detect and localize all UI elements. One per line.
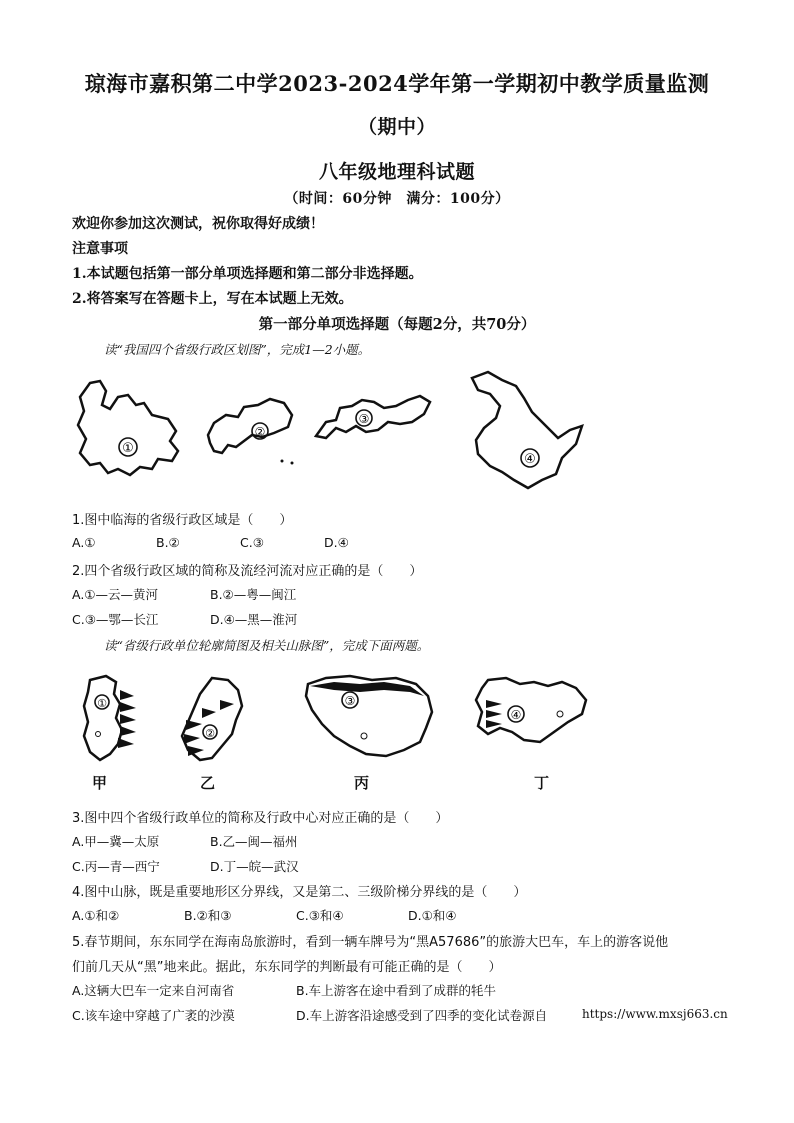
exam-title: 琼海市嘉积第二中学2023-2024学年第一学期初中教学质量监测 — [84, 71, 710, 96]
section-heading: 第一部分单项选择题（每题2分，共70分） — [258, 316, 536, 333]
question-3-option-a[interactable]: A.甲—冀—太原 — [72, 834, 160, 849]
map2-caption-jia: 甲 — [92, 774, 108, 792]
question-3-option-c[interactable]: C.丙—青—西宁 — [72, 859, 160, 874]
question-2-option-b[interactable]: B.②—粤—闽江 — [210, 587, 297, 602]
exam-time-info: （时间：60分钟 满分：100分） — [284, 191, 510, 207]
question-5-stem: 5.春节期间，东东同学在海南岛旅游时，看到一辆车牌号为“黑A57686”的旅游大巴车，车上的游客说他 — [72, 935, 669, 950]
question-1-option-c[interactable]: C.③ — [240, 535, 264, 550]
map2-caption-bing: 丙 — [354, 774, 370, 792]
map2-label-1: ① — [97, 697, 107, 710]
question-5-option-a[interactable]: A.这辆大巴车一定来自河南省 — [72, 983, 235, 998]
notes-item-1: 1.本试题包括第一部分单项选择题和第二部分非选择题。 — [72, 266, 423, 282]
province-map-hubei — [312, 392, 437, 452]
question-3-stem: 3.图中四个省级行政单位的简称及行政中心对应正确的是（ ） — [72, 811, 449, 826]
map2-caption-yi: 乙 — [200, 774, 216, 792]
question-5-option-b[interactable]: B.车上游客在途中看到了成群的牦牛 — [296, 983, 497, 998]
question-5-stem-continued: 们前几天从“黑”地来此。据此，东东同学的判断最有可能正确的是（ ） — [72, 960, 502, 975]
notes-heading: 注意事项 — [72, 241, 128, 257]
map1-label-2: ② — [254, 425, 266, 439]
province-map-heilongjiang — [462, 368, 592, 498]
province-map-guangdong — [200, 395, 315, 470]
exam-subject: 八年级地理科试题 — [318, 161, 475, 183]
map2-label-4: ④ — [510, 708, 522, 722]
question-2-option-c[interactable]: C.③—鄂—长江 — [72, 612, 159, 627]
map2-label-2: ② — [205, 727, 215, 740]
province-outline-jia — [80, 672, 150, 767]
question-4-option-c[interactable]: C.③和④ — [296, 908, 344, 923]
map-intro-1: 读“我国四个省级行政区划图”，完成1—2小题。 — [104, 342, 371, 357]
exam-subtitle: （期中） — [357, 116, 436, 138]
source-url[interactable]: https://www.mxsj663.cn — [582, 1007, 728, 1021]
province-map-yunnan — [72, 375, 192, 490]
question-4-option-b[interactable]: B.②和③ — [184, 908, 232, 923]
question-2-stem: 2.四个省级行政区域的简称及流经河流对应正确的是（ ） — [72, 564, 423, 579]
map1-label-1: ① — [122, 441, 134, 456]
map1-label-4: ④ — [524, 452, 536, 467]
question-5-option-c[interactable]: C.该车途中穿越了广袤的沙漠 — [72, 1008, 235, 1023]
welcome-text: 欢迎你参加这次测试，祝你取得好成绩！ — [72, 216, 324, 232]
question-4-stem: 4.图中山脉，既是重要地形区分界线，又是第二、三级阶梯分界线的是（ ） — [72, 885, 527, 900]
map2-label-3: ③ — [344, 694, 356, 708]
question-3-option-d[interactable]: D.丁—皖—武汉 — [210, 859, 299, 874]
province-outline-ding — [468, 672, 598, 762]
question-1-stem: 1.图中临海的省级行政区域是（ ） — [72, 513, 293, 528]
question-1-option-d[interactable]: D.④ — [324, 535, 349, 550]
map-intro-2: 读“省级行政单位轮廓简图及相关山脉图”，完成下面两题。 — [104, 638, 430, 653]
map2-caption-ding: 丁 — [534, 774, 550, 792]
question-1-option-b[interactable]: B.② — [156, 535, 180, 550]
notes-item-2: 2.将答案写在答题卡上，写在本试题上无效。 — [72, 291, 353, 307]
question-2-option-d[interactable]: D.④—黑—淮河 — [210, 612, 298, 627]
province-outline-bing — [300, 670, 440, 765]
map1-label-3: ③ — [358, 412, 370, 426]
province-outline-yi — [172, 672, 252, 767]
question-2-option-a[interactable]: A.①—云—黄河 — [72, 587, 159, 602]
question-1-option-a[interactable]: A.① — [72, 535, 96, 550]
question-4-option-a[interactable]: A.①和② — [72, 908, 120, 923]
question-3-option-b[interactable]: B.乙—闽—福州 — [210, 834, 298, 849]
question-4-option-d[interactable]: D.①和④ — [408, 908, 457, 923]
question-5-option-d[interactable]: D.车上游客沿途感受到了四季的变化试卷源自 — [296, 1008, 548, 1023]
